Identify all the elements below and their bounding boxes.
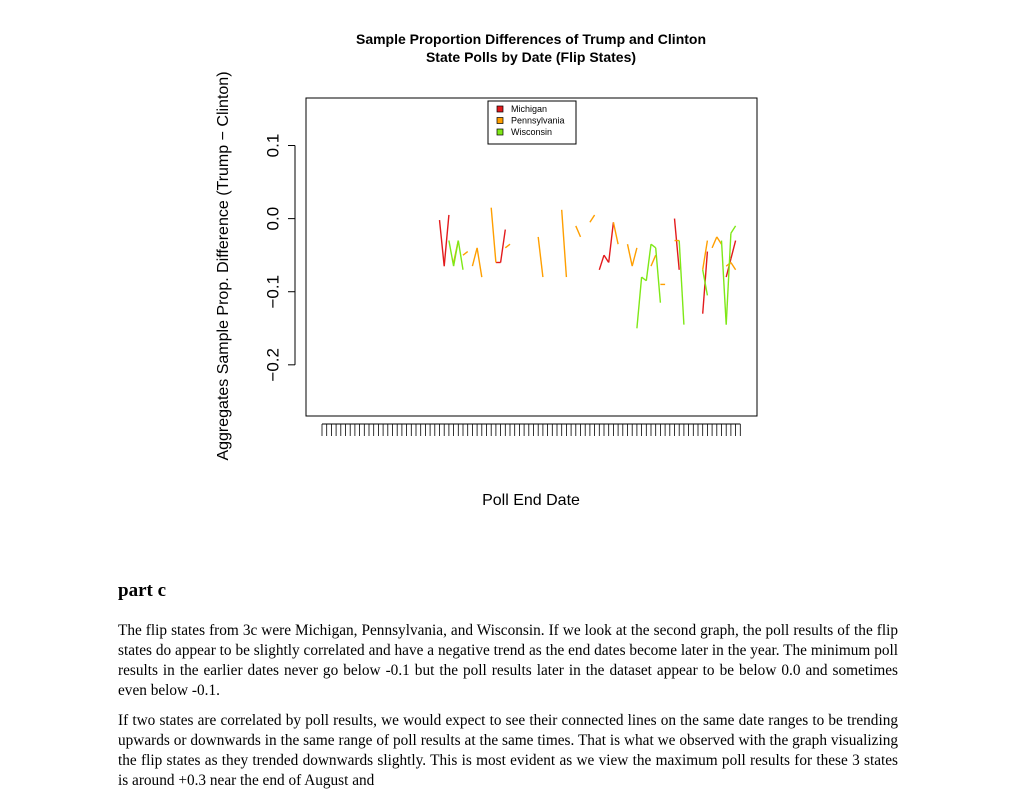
- y-tick-label: 0.1: [263, 133, 283, 158]
- x-axis: [322, 424, 740, 436]
- series-line-segment: [731, 241, 736, 259]
- series-line-segment: [646, 244, 651, 281]
- legend-label: Pennsylvania: [511, 115, 565, 126]
- series-line-segment: [590, 215, 595, 222]
- series-line-segment: [472, 248, 477, 266]
- y-tick-label: −0.2: [263, 348, 283, 382]
- series-line-segment: [458, 241, 463, 270]
- legend-swatch: [497, 129, 503, 135]
- series-line-segment: [651, 244, 656, 248]
- series-line-segment: [609, 222, 614, 262]
- series-line-segment: [538, 237, 543, 277]
- series-line-segment: [722, 241, 727, 325]
- series-line-segment: [440, 220, 445, 266]
- y-axis-label: Aggregates Sample Prop. Difference (Trump − Clinton): [215, 71, 232, 461]
- legend-swatch: [497, 106, 503, 112]
- series-line-segment: [712, 237, 717, 248]
- series-wisconsin: [449, 226, 736, 328]
- x-axis-label: Poll End Date: [482, 492, 580, 509]
- series-line-segment: [477, 248, 482, 277]
- series-line-segment: [726, 233, 731, 324]
- paragraph-1: The flip states from 3c were Michigan, Pennsylvania, and Wisconsin. If we look at the second graph, the poll results of the flip states do appear to be slightly correlated and have a negative trend as the end dates become later in the year. The minimum poll results in the earlier dates never go below -0.1 but the poll results later in the dataset appear to be below 0.0 and sometimes even below -0.1.: [118, 622, 898, 699]
- series-line-segment: [491, 208, 496, 263]
- y-tick-label: −0.1: [263, 274, 283, 309]
- chart-title: Sample Proportion Differences of Trump and Clinton: [355, 31, 707, 47]
- series-line-segment: [651, 255, 656, 266]
- series-line-segment: [576, 226, 581, 237]
- series-michigan: [440, 215, 736, 314]
- section-heading: part c: [118, 580, 167, 601]
- series-line-segment: [632, 248, 637, 266]
- y-axis: [263, 134, 295, 382]
- series-line-segment: [604, 255, 609, 262]
- legend-label: Michigan: [511, 104, 548, 114]
- y-tick-label: 0.0: [263, 206, 283, 231]
- series-layer: [440, 208, 736, 329]
- series-line-segment: [628, 244, 633, 266]
- series-line-segment: [449, 241, 454, 267]
- series-pennsylvania: [454, 208, 736, 285]
- series-line-segment: [454, 241, 459, 267]
- chart-subtitle: State Polls by Date (Flip States): [425, 49, 637, 65]
- series-line-segment: [731, 226, 736, 233]
- series-line-segment: [656, 248, 661, 303]
- series-line-segment: [562, 210, 567, 277]
- series-line-segment: [501, 230, 506, 263]
- series-line-segment: [637, 277, 642, 328]
- legend: [488, 101, 576, 144]
- series-line-segment: [613, 222, 618, 244]
- legend-label: Wisconsin: [511, 127, 553, 137]
- series-line-segment: [642, 277, 647, 281]
- series-line-segment: [599, 255, 604, 270]
- series-line-segment: [444, 215, 449, 266]
- series-line-segment: [505, 244, 510, 248]
- series-line-segment: [675, 219, 680, 270]
- series-line-segment: [679, 241, 684, 325]
- legend-swatch: [497, 118, 503, 124]
- series-line-segment: [731, 262, 736, 269]
- series-line-segment: [717, 237, 722, 244]
- plot-frame: [306, 98, 757, 416]
- document-body: [118, 580, 898, 801]
- paragraph-2: If two states are correlated by poll results, we would expect to see their connected lines on the same date ranges to be trending upwards or downwards in the same range of poll results at the same times. That is what we observed with the graph visualizing the flip states as they trended downwards slightly. This is most evident as we view the maximum poll results for these 3 states is around +0.3 near the end of August and: [118, 712, 898, 789]
- series-line-segment: [463, 252, 468, 256]
